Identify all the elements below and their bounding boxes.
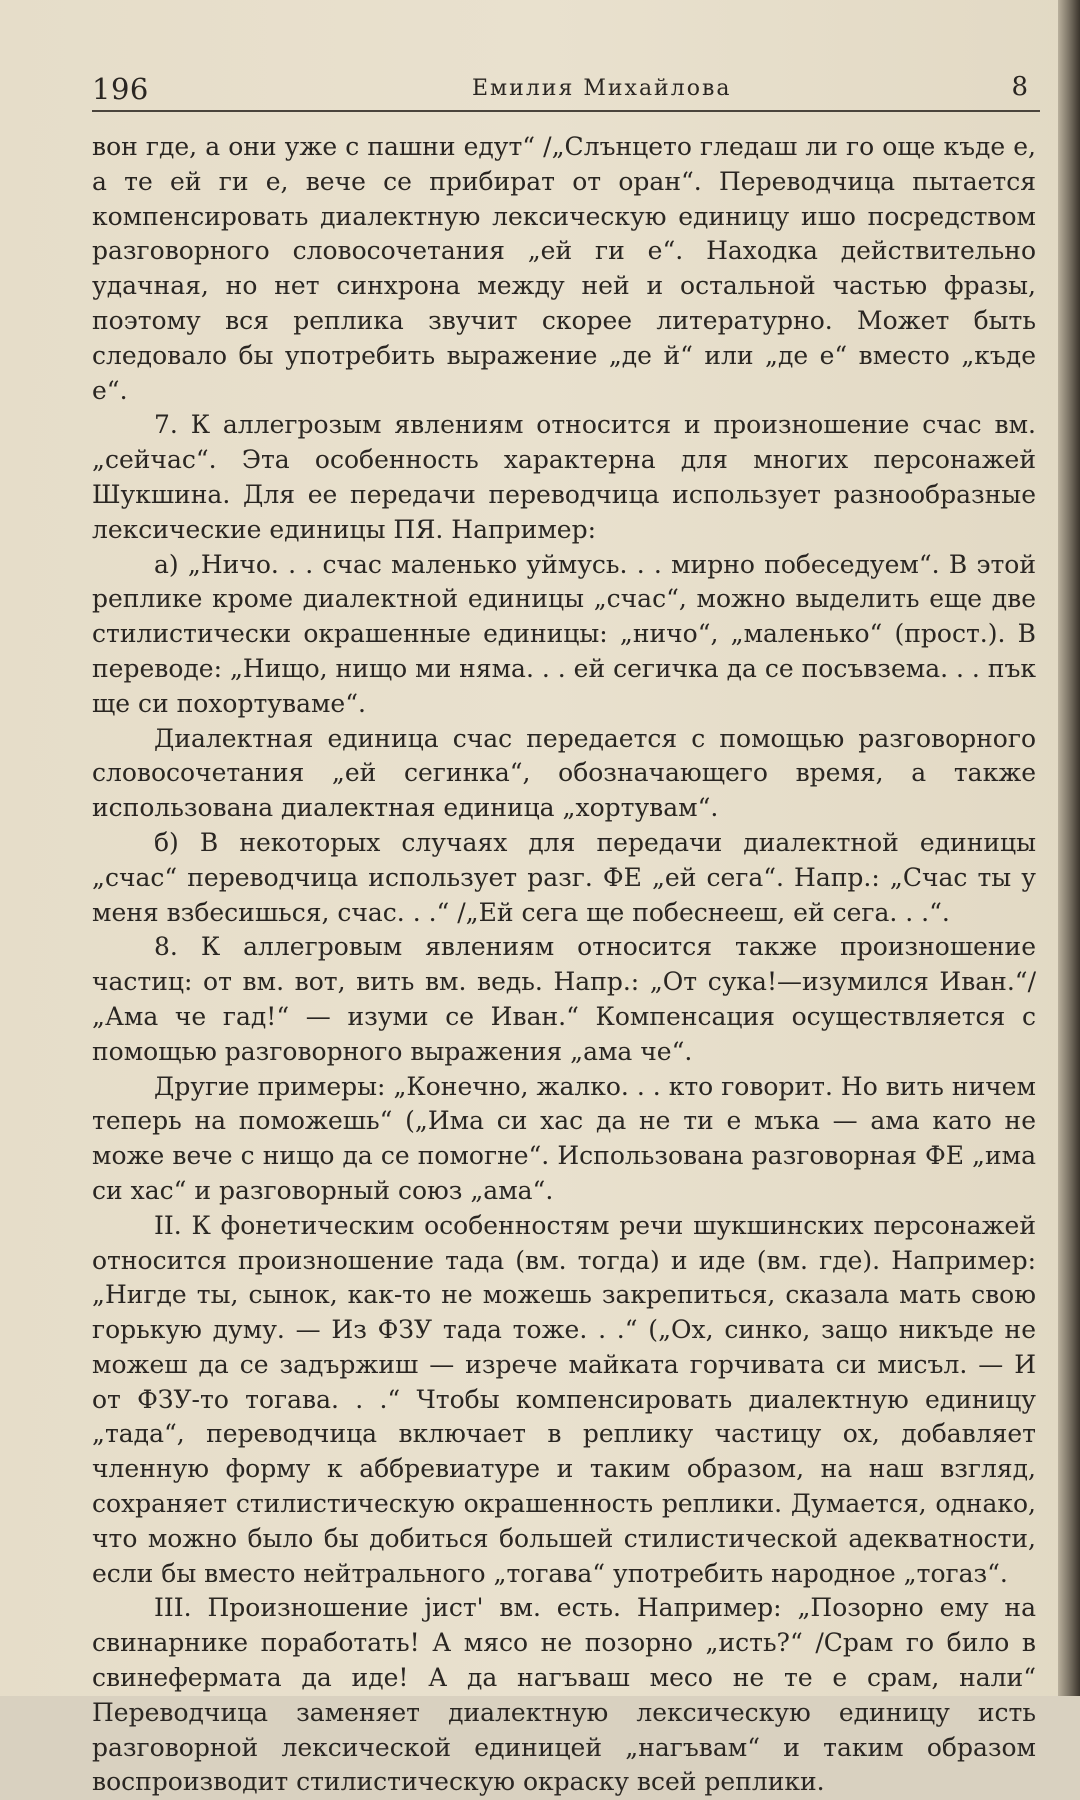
- paragraph-7b: б) В некоторых случаях для передачи диалектной единицы „счас“ переводчица использует разг. ФЕ „ей сега“. Напр.: „Счас ты у меня взбесишься, счас. . .“ /„Ей сега ще побеснееш, ей сега. . .“.: [92, 827, 1036, 927]
- running-title: Емилия Михайлова: [472, 76, 732, 101]
- page-number: 196: [92, 72, 149, 106]
- paragraph-7a: а) „Ничо. . . счас маленько уймусь. . . мирно побеседуем“. В этой реплике кроме диалектной единицы „счас“, можно выделить еще две стилистически окрашенные единицы: „ничо“, „маленько“ (прост.). В переводе: „Нищо, нищо ми няма. . . ей сегичка да се посъвзема. . . пък ще си похортуваме“.: [92, 549, 1036, 718]
- paragraph-7: 7. К аллегрозым явлениям относится и произношение счас вм. „сейчас“. Эта особенность характерна для многих персонажей Шукшина. Для ее передачи переводчица использует разнообразные лексические единицы ПЯ. Например:: [92, 410, 1036, 544]
- paragraph-8-examples: Другие примеры: „Конечно, жалко. . . кто говорит. Но вить ничем теперь на поможешь“ („Има си хас да не ти е мъка — ама като не може вече с нищо да се помогне“. Использована разговорная ФЕ „има си хас“ и разговорный союз „ама“.: [92, 1071, 1036, 1205]
- paragraph-continuation: вон где, а они уже с пашни едут“ /„Слънцето гледаш ли го още къде е, а те ей ги е, вече се прибират от оран“. Переводчица пытается компенсировать диалектную лексическую единицу ишо посредством разговорного словосочетания „ей ги е“. Находка действительно удачная, но нет синхрона между ней и остальной частью фразы, поэтому вся реплика звучит скорее литературно. Может быть следовало бы употребить выражение „де й“ или „де е“ вместо „къде е“.: [92, 132, 1036, 405]
- chapter-number: 8: [1011, 72, 1028, 102]
- page-header: [92, 70, 1040, 112]
- paragraph-7a-comment: Диалектная единица счас передается с помощью разговорного словосочетания „ей сегинка“, обозначающего время, а также использована диалектная единица „хортувам“.: [92, 723, 1036, 823]
- paragraph-III: III. Произношение jист' вм. есть. Например: „Позорно ему на свинарнике поработать! А мясо не позорно „исть?“ /Срам го било в свинефермата да иде! А да нагъваш месо не те е срам, нали“ Переводчица заменяет диалектную лексическую единицу исть разговорной лексической единицей „нагъвам“ и таким образом воспроизводит стилистическую окраску всей реплики.: [92, 1593, 1036, 1797]
- paragraph-II: II. К фонетическим особенностям речи шукшинских персонажей относится произношение тада (вм. тогда) и иде (вм. где). Например: „Нигде ты, сынок, как-то не можешь закрепиться, сказала мать свою горькую думу. — Из ФЗУ тада тоже. . .“ („Ох, синко, защо никъде не можеш да се задържиш — изрече майката горчивата си мисъл. — И от ФЗУ-то тогава. . .“ Чтобы компенсировать диалектную единицу „тада“, переводчица включает в реплику частицу ох, добавляет членную форму к аббревиатуре и таким образом, на наш взгляд, сохраняет стилистическую окрашенность реплики. Думается, однако, что можно было бы добиться большей стилистической адекватности, если бы вместо нейтрального „тогава“ употребить народное „тогаз“.: [92, 1210, 1036, 1588]
- page-binding-edge: [1058, 0, 1080, 1696]
- paragraph-8: 8. К аллегровым явлениям относится также произношение частиц: от вм. вот, вить вм. ведь. Напр.: „От сука!—изумился Иван.“/ „Ама че гад!“ — изуми се Иван.“ Компенсация осуществляется с помощью разговорного выражения „ама че“.: [92, 932, 1036, 1066]
- page-body: [92, 130, 1036, 1800]
